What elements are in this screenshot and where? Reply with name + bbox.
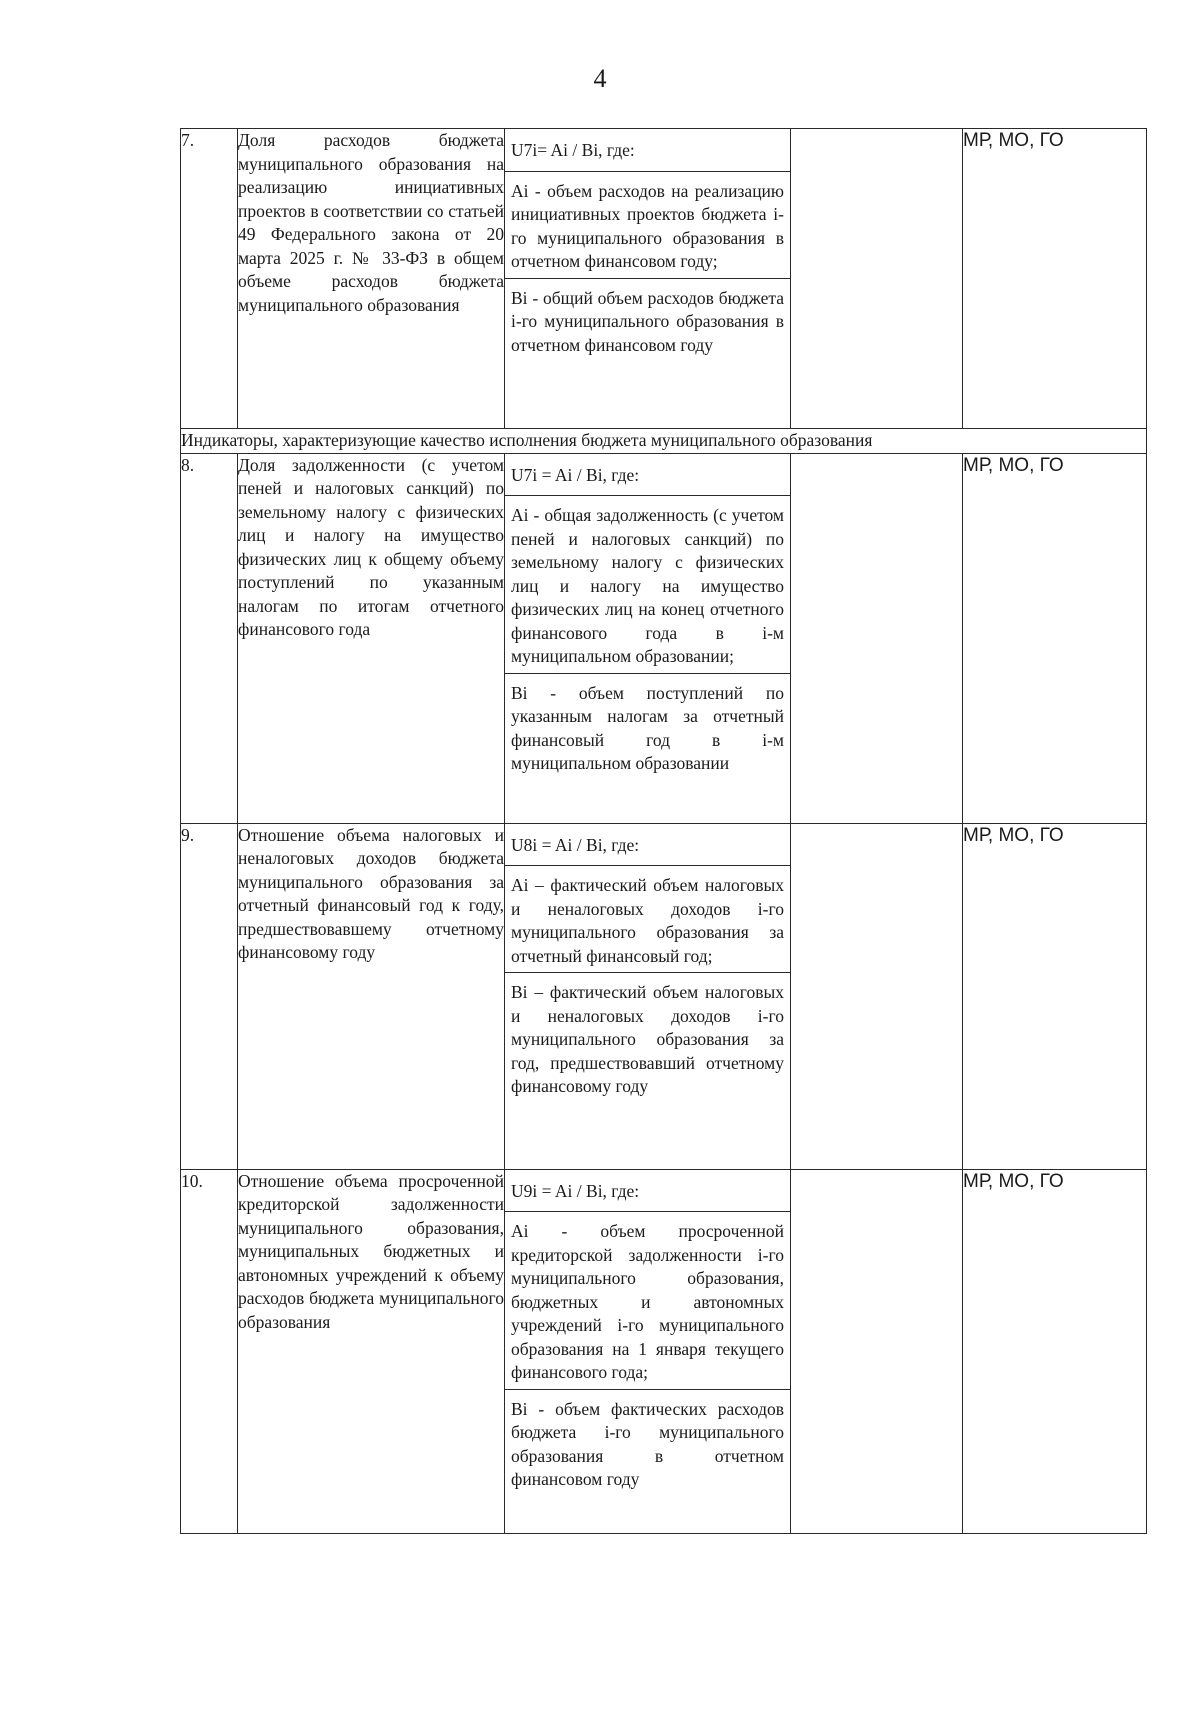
- level-cell: МР, МО, ГО: [963, 823, 1147, 1169]
- formula-term-b: Bi - объем фактических расходов бюджета i-го муниципального образования в отчетном финансовом году: [511, 1398, 784, 1489]
- section-header-row: [181, 429, 1147, 454]
- formula-cell: [505, 1169, 791, 1533]
- formula-cell: [505, 129, 791, 429]
- section-title: Индикаторы, характеризующие качество исполнения бюджета муниципального образования: [181, 429, 1147, 454]
- formula-term-b: Bi – фактический объем налоговых и неналоговых доходов i-го муниципального образования за год, предшествовавший отчетному финансовому году: [511, 982, 784, 1096]
- row-number: 7.: [181, 129, 238, 429]
- formula-term-b: Bi - объем поступлений по указанным налогам за отчетный финансовый год в i-м муниципальном образовании: [511, 682, 784, 773]
- row-number: 9.: [181, 823, 238, 1169]
- level-cell: МР, МО, ГО: [963, 453, 1147, 823]
- row-number: 8.: [181, 453, 238, 823]
- formula-cell: [505, 823, 791, 1169]
- indicator-name: Отношение объема просроченной кредиторской задолженности муниципального образования, муниципальных бюджетных и автономных учреждений к объему расходов бюджета муниципального образования: [238, 1169, 505, 1533]
- table-row: [181, 453, 1147, 823]
- formula-term-a: Ai - объем расходов на реализацию инициативных проектов бюджета i-го муниципального образования в отчетном финансовом году;: [505, 172, 790, 279]
- empty-cell: [791, 453, 963, 823]
- table-row: [181, 1169, 1147, 1533]
- page-number: 4: [593, 64, 607, 93]
- formula-term-b: Bi - общий объем расходов бюджета i-го муниципального образования в отчетном финансовом году: [511, 287, 784, 355]
- empty-cell: [791, 1169, 963, 1533]
- table-row: [181, 129, 1147, 429]
- formula: U7i= Ai / Bi, где:: [505, 129, 790, 172]
- indicators-table: [180, 128, 1147, 1534]
- formula-term-a: Ai - общая задолженность (с учетом пеней и налоговых санкций) по земельному налогу с физических лиц и налогу на имущество физических лиц на конец отчетного финансового года в i-м муниципальном образовании;: [505, 496, 790, 674]
- formula-term-a: Ai – фактический объем налоговых и неналоговых доходов i-го муниципального образования за отчетный финансовый год;: [505, 866, 790, 973]
- formula: U7i = Ai / Bi, где:: [505, 454, 790, 497]
- level-cell: МР, МО, ГО: [963, 1169, 1147, 1533]
- indicator-name: Доля задолженности (с учетом пеней и налоговых санкций) по земельному налогу с физических лиц и налогу на имущество физических лиц к общему объему поступлений по указанным налогам по итогам отчетного финансового года: [238, 453, 505, 823]
- formula: U9i = Ai / Bi, где:: [505, 1170, 790, 1213]
- indicator-name: Отношение объема налоговых и неналоговых доходов бюджета муниципального образования за отчетный финансовый год к году, предшествовавшему отчетному финансовому году: [238, 823, 505, 1169]
- indicator-name: Доля расходов бюджета муниципального образования на реализацию инициативных проектов в соответствии со статьей 49 Федерального закона от 20 марта 2025 г. № 33-ФЗ в общем объеме расходов бюджета муниципального образования: [238, 129, 505, 429]
- row-number: 10.: [181, 1169, 238, 1533]
- formula: U8i = Ai / Bi, где:: [505, 824, 790, 867]
- formula-cell: [505, 453, 791, 823]
- empty-cell: [791, 823, 963, 1169]
- empty-cell: [791, 129, 963, 429]
- formula-term-a: Ai - объем просроченной кредиторской задолженности i-го муниципального образования, бюджетных и автономных учреждений i-го муниципального образования на 1 января текущего финансового года;: [505, 1212, 790, 1390]
- table-row: [181, 823, 1147, 1169]
- level-cell: МР, МО, ГО: [963, 129, 1147, 429]
